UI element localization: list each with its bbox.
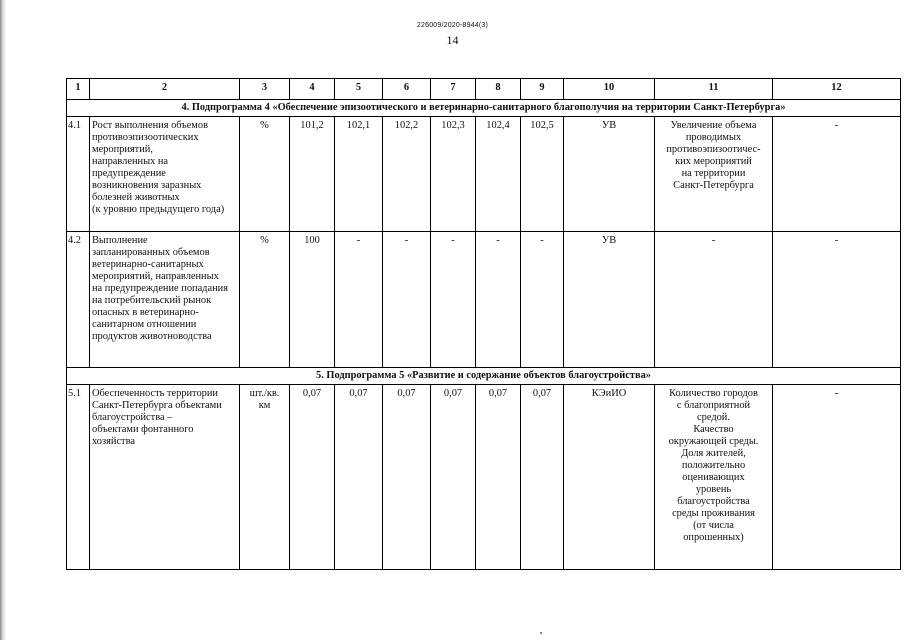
value-cell: -	[383, 232, 431, 368]
column-header: 1	[67, 79, 90, 100]
row-number: 4.1	[67, 117, 90, 232]
column-header: 5	[335, 79, 383, 100]
note-cell: -	[773, 385, 901, 570]
column-header: 12	[773, 79, 901, 100]
unit-cell: %	[240, 232, 290, 368]
column-header: 11	[655, 79, 773, 100]
value-cell: -	[521, 232, 564, 368]
value-cell: 0,07	[290, 385, 335, 570]
column-header: 7	[431, 79, 476, 100]
column-header: 4	[290, 79, 335, 100]
executor-cell: КЭиИО	[564, 385, 655, 570]
column-header: 8	[476, 79, 521, 100]
value-cell: -	[476, 232, 521, 368]
value-cell: 102,4	[476, 117, 521, 232]
row-number: 4.2	[67, 232, 90, 368]
value-cell: 0,07	[383, 385, 431, 570]
value-cell: 0,07	[335, 385, 383, 570]
column-header: 6	[383, 79, 431, 100]
value-cell: 101,2	[290, 117, 335, 232]
value-cell: -	[335, 232, 383, 368]
executor-cell: УВ	[564, 117, 655, 232]
section-title: 4. Подпрограмма 4 «Обеспечение эпизоотического и ветеринарно-санитарного благополучия на территории Санкт-Петербурга»	[67, 100, 901, 117]
value-cell: 102,5	[521, 117, 564, 232]
page-number: 14	[446, 33, 459, 47]
column-header: 2	[90, 79, 240, 100]
indicator-name: Рост выполнения объемов противоэпизоотических мероприятий, направленных на предупреждение возникновения заразных болезней животных (к уровню предыдущего года)	[90, 117, 240, 232]
table-row	[67, 117, 901, 232]
row-number: 5.1	[67, 385, 90, 570]
result-cell: Увеличение объема проводимых противоэпизоотичес- ких мероприятий на территории Санкт-Петербурга	[655, 117, 773, 232]
column-header: 3	[240, 79, 290, 100]
scan-speck	[540, 632, 542, 634]
section-row	[67, 368, 901, 385]
result-cell: -	[655, 232, 773, 368]
note-cell: -	[773, 232, 901, 368]
value-cell: 0,07	[476, 385, 521, 570]
indicator-name: Выполнение запланированных объемов ветеринарно-санитарных мероприятий, направленных на предупреждение попадания на потребительский рынок опасных в ветеринарно- санитарном отношении продуктов животноводства	[90, 232, 240, 368]
column-header: 9	[521, 79, 564, 100]
table-row	[67, 385, 901, 570]
executor-cell: УВ	[564, 232, 655, 368]
value-cell: 100	[290, 232, 335, 368]
indicator-name: Обеспеченность территории Санкт-Петербурга объектами благоустройства – объектами фонтанного хозяйства	[90, 385, 240, 570]
indicators-table	[66, 78, 901, 570]
table-row	[67, 232, 901, 368]
document-id: 226009/2020-8944(3)	[416, 22, 489, 29]
section-title: 5. Подпрограмма 5 «Развитие и содержание объектов благоустройства»	[67, 368, 901, 385]
value-cell: 102,1	[335, 117, 383, 232]
value-cell: 0,07	[521, 385, 564, 570]
scan-edge	[0, 0, 6, 640]
value-cell: -	[431, 232, 476, 368]
result-cell: Количество городов с благоприятной средой. Качество окружающей среды. Доля жителей, положительно оценивающих уровень благоустройства среды проживания (от числа опрошенных)	[655, 385, 773, 570]
unit-cell: %	[240, 117, 290, 232]
unit-cell: шт./кв. км	[240, 385, 290, 570]
value-cell: 102,3	[431, 117, 476, 232]
note-cell: -	[773, 117, 901, 232]
value-cell: 0,07	[431, 385, 476, 570]
column-header-row	[67, 79, 901, 100]
column-header: 10	[564, 79, 655, 100]
value-cell: 102,2	[383, 117, 431, 232]
section-row	[67, 100, 901, 117]
